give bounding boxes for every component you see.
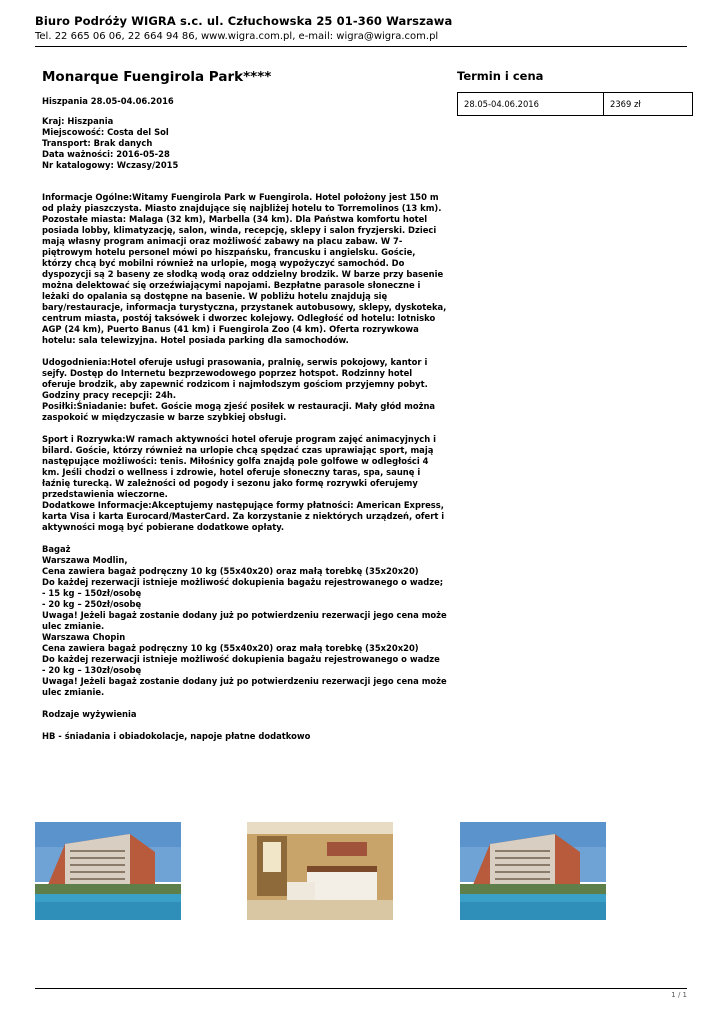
page-number: 1 / 1 [671, 991, 687, 999]
fact-valid-date: Data ważności: 2016-05-28 [42, 149, 170, 159]
offer-description [42, 192, 447, 742]
hotel-title: Monarque Fuengirola Park**** [42, 69, 272, 85]
price-table [457, 92, 693, 116]
offer-facts [42, 116, 447, 171]
hotel-room-photo [247, 822, 393, 920]
description-general: Informacje Ogólne:Witamy Fuengirola Park w Fuengirola. Hotel położony jest 150 m od plaży piaszczysta. Miasto znajdujące się najbliżej hotelu to Torremolinos (13 km). Pozostałe miasta: Malaga (32 km), Marbella (34 km). Dla Państwa komfortu hotel posiada lobby, klimatyzację, salon, winda, recepcję, sklepy i salon fryzjerski. Dzieci mają własny program animacji oraz możliwość zabawy na placu zabaw. W 7-piętrowym hotelu personel mówi po hiszpańsku, francusku i angielsku. Goście, którzy chcą być mobilni również na urlopie, mogą wypożyczyć samochód. Do dyspozycji są 2 baseny ze słodką wodą oraz oddzielny brodzik. W barze przy basenie można delektować się orzeźwiającymi napojami. Bezpłatne parasole słoneczne i leżaki do opalania są dostępne na basenie. W pobliżu hotelu znajdują się bary/restauracje, informacja turystyczna, przystanek autobusowy, sklepy, dyskoteka, centrum miasta, postój taksówek i dworzec kolejowy. Odległość od hotelu: lotnisko AGP (24 km), Puerto Banus (41 km) i Fuengirola Zoo (4 km). Oferta rozrywkowa hotelu: sala telewizyjna. Hotel posiada parking dla samochodów. [42, 192, 447, 345]
hotel-exterior-photo [35, 822, 181, 920]
description-sport: Sport i Rozrywka:W ramach aktywności hotel oferuje program zajęć animacyjnych i bilard. Goście, którzy również na urlopie chcą spędzać czas uprawiając sport, mają następujące możliwości: tenis. Miłośnicy golfa znajdą pole golfowe w odległości 4 km. Jeśli chodzi o wellness i zdrowie, hotel oferuje słoneczny taras, spa, saunę i łaźnię turecką. W zależności od pogody i sezonu jako formę rozrywki oferujemy przedstawienia wieczorne. Dodatkowe Informacje:Akceptujemy następujące formy płatności: American Express, karta Visa i karta Eurocard/MasterCard. Za korzystanie z niektórych urządzeń, ofert i aktywności mogą być pobierane dodatkowe opłaty. [42, 434, 445, 532]
footer-divider [35, 988, 687, 989]
description-baggage: Bagaż Warszawa Modlin, Cena zawiera bagaż podręczny 10 kg (55x40x20) oraz małą torebkę (35x20x20) Do każdej rezerwacji istnieje możliwość dokupienia bagażu rejestrowanego o wadze; - 15 kg – 150zł/osobę - 20 kg – 250zł/osobę Uwaga! Jeżeli bagaż zostanie dodany już po potwierdzeniu rezerwacji jego cena może ulec zmianie. Warszawa Chopin Cena zawiera bagaż podręczny 10 kg (55x40x20) oraz małą torebkę (35x20x20) Do każdej rezerwacji istnieje możliwość dokupienia bagażu rejestrowanego o wadze - 20 kg – 130zł/osobę Uwaga! Jeżeli bagaż zostanie dodany już po potwierdzeniu rezerwacji jego cena może ulec zmianie. [42, 544, 447, 697]
table-row [458, 93, 693, 116]
board-type-hb: HB - śniadania i obiadokolacje, napoje płatne dodatkowo [42, 731, 311, 741]
term-price: 2369 zł [604, 93, 693, 116]
offer-details [42, 68, 447, 753]
term-date: 28.05-04.06.2016 [458, 93, 604, 116]
board-types-heading: Rodzaje wyżywienia [42, 709, 137, 719]
hotel-pool-photo [460, 822, 606, 920]
company-name: Biuro Podróży WIGRA s.c. ul. Człuchowska 25 01-360 Warszawa [35, 14, 453, 28]
pricing-heading: Termin i cena [457, 69, 544, 83]
agency-header [35, 14, 695, 44]
offer-subtitle: Hiszpania 28.05-04.06.2016 [42, 96, 174, 106]
header-divider [35, 46, 687, 47]
description-amenities: Udogodnienia:Hotel oferuje usługi prasowania, pralnię, serwis pokojowy, kantor i sejfy. Dostęp do Internetu bezprzewodowego poprzez hotspot. Rodzinny hotel oferuje brodzik, aby zapewnić rodzicom i najmłodszym gościom przyjemny pobyt. Godziny pracy recepcji: 24h. Posiłki:Śniadanie: bufet. Goście mogą zjeść posiłek w restauracji. Mały głód można zaspokoić w międzyczasie w barze szybkiej obsługi. [42, 357, 436, 422]
fact-catalog-number: Nr katalogowy: Wczasy/2015 [42, 160, 179, 170]
fact-location: Miejscowość: Costa del Sol [42, 127, 169, 137]
fact-country: Kraj: Hiszpania [42, 116, 114, 126]
pricing-panel [457, 68, 693, 116]
fact-transport: Transport: Brak danych [42, 138, 153, 148]
company-contact: Tel. 22 665 06 06, 22 664 94 86, www.wigra.com.pl, e-mail: wigra@wigra.com.pl [35, 31, 439, 42]
